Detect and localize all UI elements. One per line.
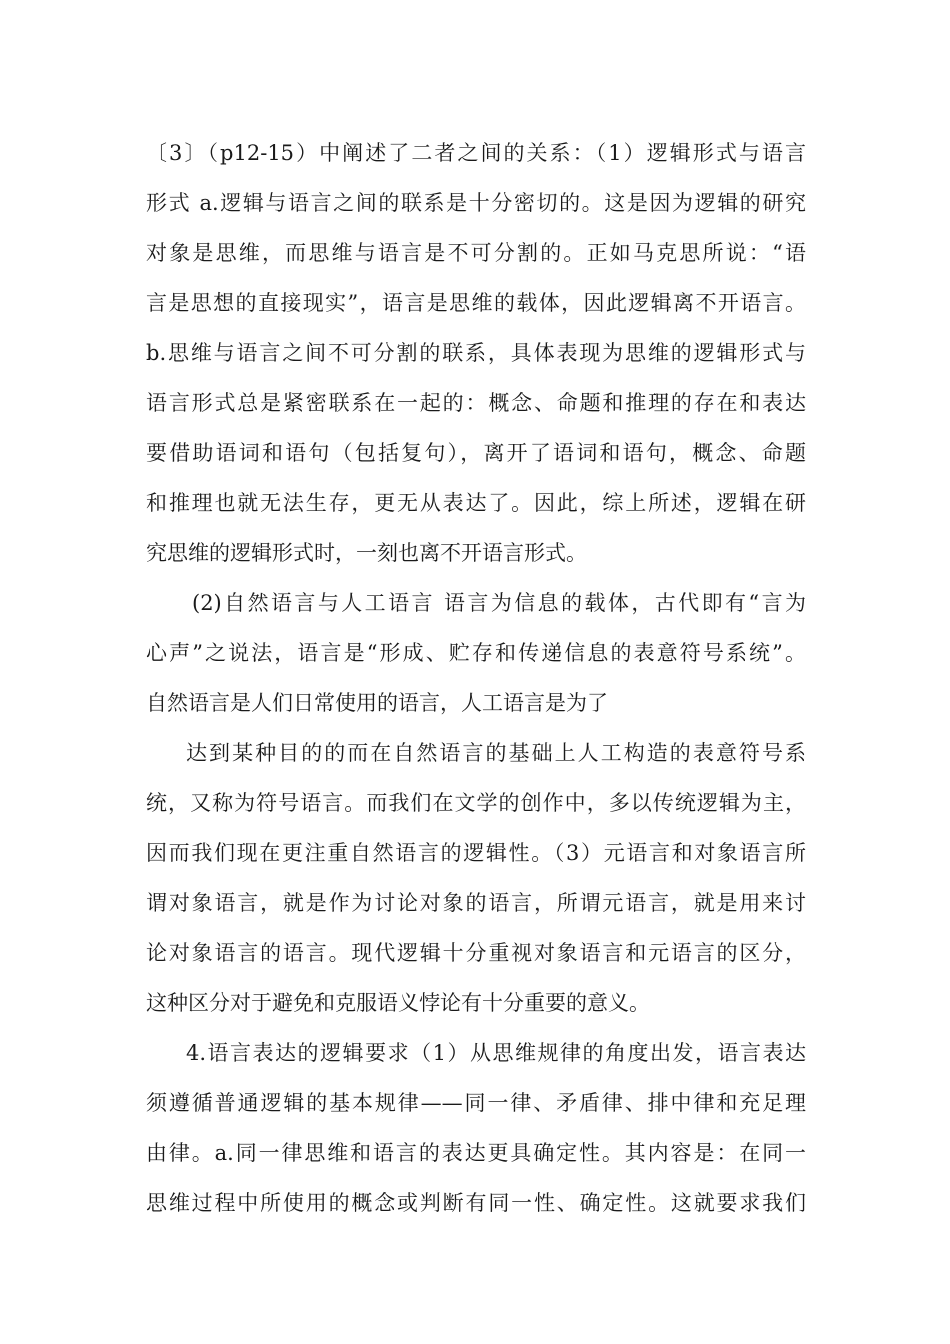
text-line-22: 思维过程中所使用的概念或判断有同一性、确定性。这就要求我们: [146, 1191, 806, 1215]
text-line-10: (2)自然语言与人工语言 语言为信息的载体，古代即有“言为: [192, 591, 806, 615]
text-line-16: 谓对象语言，就是作为讨论对象的语言，所谓元语言，就是用来讨: [146, 891, 806, 915]
text-line-2: 形式 a.逻辑与语言之间的联系是十分密切的。这是因为逻辑的研究: [146, 191, 806, 215]
text-line-20: 须遵循普通逻辑的基本规律——同一律、矛盾律、排中律和充足理: [146, 1091, 806, 1115]
text-line-18: 这种区分对于避免和克服语义悖论有十分重要的意义。: [146, 991, 650, 1015]
text-line-1: 〔3〕（p12-15）中阐述了二者之间的关系：（1）逻辑形式与语言: [146, 141, 806, 165]
text-line-12: 自然语言是人们日常使用的语言，人工语言是为了: [146, 691, 608, 715]
text-line-4: 言是思想的直接现实”，语言是思维的载体，因此逻辑离不开语言。: [146, 291, 806, 315]
text-line-6: 语言形式总是紧密联系在一起的：概念、命题和推理的存在和表达: [146, 391, 806, 415]
text-line-7: 要借助语词和语句（包括复句），离开了语词和语句，概念、命题: [146, 441, 806, 465]
text-line-5: b.思维与语言之间不可分割的联系，具体表现为思维的逻辑形式与: [146, 341, 806, 365]
text-line-19: 4.语言表达的逻辑要求（1）从思维规律的角度出发，语言表达: [186, 1041, 806, 1065]
text-line-17: 论对象语言的语言。现代逻辑十分重视对象语言和元语言的区分，: [146, 941, 806, 965]
text-line-21: 由律。a.同一律思维和语言的表达更具确定性。其内容是：在同一: [146, 1141, 806, 1165]
text-line-11: 心声”之说法，语言是“形成、贮存和传递信息的表意符号系统”。: [146, 641, 806, 665]
text-line-15: 因而我们现在更注重自然语言的逻辑性。（3）元语言和对象语言所: [146, 841, 806, 865]
text-line-8: 和推理也就无法生存，更无从表达了。因此，综上所述，逻辑在研: [146, 491, 806, 515]
text-line-3: 对象是思维，而思维与语言是不可分割的。正如马克思所说：“语: [146, 241, 806, 265]
text-line-13: 达到某种目的的而在自然语言的基础上人工构造的表意符号系: [186, 741, 806, 765]
text-line-14: 统，又称为符号语言。而我们在文学的创作中，多以传统逻辑为主，: [146, 791, 806, 815]
text-line-9: 究思维的逻辑形式时，一刻也离不开语言形式。: [146, 541, 587, 565]
